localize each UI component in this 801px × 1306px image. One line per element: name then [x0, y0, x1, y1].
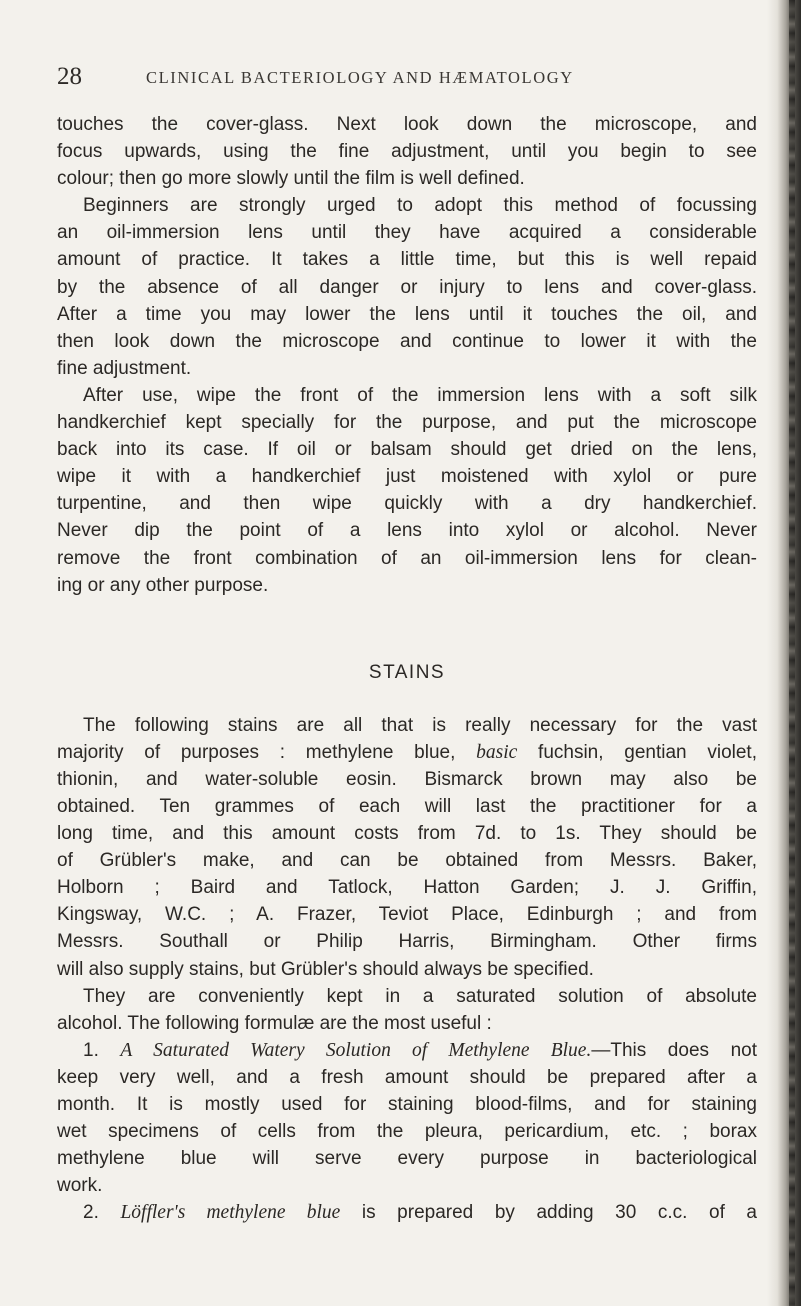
text-line: After a time you may lower the lens until it touches the oil, and — [57, 303, 757, 325]
text-line: methylene blue will serve every purpose in bacteriological — [57, 1148, 757, 1170]
text-line: turpentine, and then wipe quickly with a dry handkerchief. — [57, 493, 757, 515]
text-line: work. — [57, 1175, 103, 1197]
text-line: will also supply stains, but Grübler's should always be specified. — [57, 958, 594, 980]
text-line: remove the front combination of an oil-immersion lens for clean- — [57, 547, 757, 569]
text-line: keep very well, and a fresh amount should be prepared after a — [57, 1066, 757, 1088]
text-line: The following stains are all that is really necessary for the vast — [83, 714, 757, 736]
paragraph-focussing — [57, 111, 757, 599]
text-span: is prepared by adding 30 c.c. of a — [340, 1202, 758, 1224]
text-line: ing or any other purpose. — [57, 574, 269, 596]
text-line: fine adjustment. — [57, 357, 192, 379]
text-line: back into its case. If oil or balsam should get dried on the lens, — [57, 439, 757, 461]
text-line: Never dip the point of a lens into xylol or alcohol. Never — [57, 520, 757, 542]
list-number: 2. — [83, 1202, 121, 1224]
text-span: fuchsin, gentian violet, — [517, 741, 757, 763]
text-line: an oil-immersion lens until they have acquired a considerable — [57, 222, 757, 244]
text-line: focus upwards, using the fine adjustment, until you begin to see — [57, 141, 757, 163]
text-line: handkerchief kept specially for the purpose, and put the microscope — [57, 412, 757, 434]
list-number: 1. — [83, 1039, 121, 1061]
text-span: majority of purposes : methylene blue, — [57, 741, 477, 763]
formula-title: Löffler's methylene blue — [120, 1202, 341, 1224]
running-title: CLINICAL BACTERIOLOGY AND HÆMATOLOGY — [146, 68, 574, 87]
italic-word: basic — [476, 741, 518, 763]
formula-title: A Saturated Watery Solution of Methylene Blue. — [120, 1039, 592, 1061]
text-line: by the absence of all danger or injury to lens and cover-glass. — [57, 276, 757, 298]
page-body — [57, 111, 757, 1226]
text-line: then look down the microscope and continue to lower it with the — [57, 330, 757, 352]
text-line — [57, 1199, 757, 1226]
page-number: 28 — [57, 63, 82, 90]
section-heading: STAINS — [368, 661, 446, 683]
text-line: Holborn ; Baird and Tatlock, Hatton Garden; J. J. Griffin, — [57, 877, 757, 899]
text-line: month. It is mostly used for staining blood-films, and for staining — [57, 1094, 757, 1115]
text-span: —This does not — [591, 1039, 757, 1061]
text-line: Messrs. Southall or Philip Harris, Birmingham. Other firms — [57, 931, 757, 953]
text-line: of Grübler's make, and can be obtained from Messrs. Baker, — [57, 850, 757, 872]
paragraph-stains — [57, 712, 757, 1227]
text-line: long time, and this amount costs from 7d. to 1s. They should be — [57, 823, 757, 845]
binding-shadow — [789, 0, 795, 1306]
text-line: wipe it with a handkerchief just moistened with xylol or pure — [57, 466, 757, 488]
text-line: wet specimens of cells from the pleura, pericardium, etc. ; borax — [57, 1121, 757, 1143]
book-binding-edge — [767, 0, 801, 1306]
text-line — [57, 1037, 757, 1064]
text-line: thionin, and water-soluble eosin. Bismarck brown may also be — [57, 768, 757, 790]
text-line: Beginners are strongly urged to adopt this method of focussing — [83, 195, 757, 217]
text-line: Kingsway, W.C. ; A. Frazer, Teviot Place, Edinburgh ; and from — [57, 904, 757, 926]
running-head — [0, 62, 760, 94]
text-line: They are conveniently kept in a saturated solution of absolute — [83, 985, 757, 1007]
text-line: amount of practice. It takes a little time, but this is well repaid — [57, 249, 757, 271]
text-line — [57, 739, 757, 766]
text-line: After use, wipe the front of the immersion lens with a soft silk — [83, 384, 757, 406]
text-line: alcohol. The following formulæ are the most useful : — [57, 1012, 492, 1034]
text-line: colour; then go more slowly until the film is well defined. — [57, 168, 525, 190]
text-line: obtained. Ten grammes of each will last the practitioner for a — [57, 795, 757, 817]
text-line: touches the cover-glass. Next look down the microscope, and — [57, 114, 757, 135]
